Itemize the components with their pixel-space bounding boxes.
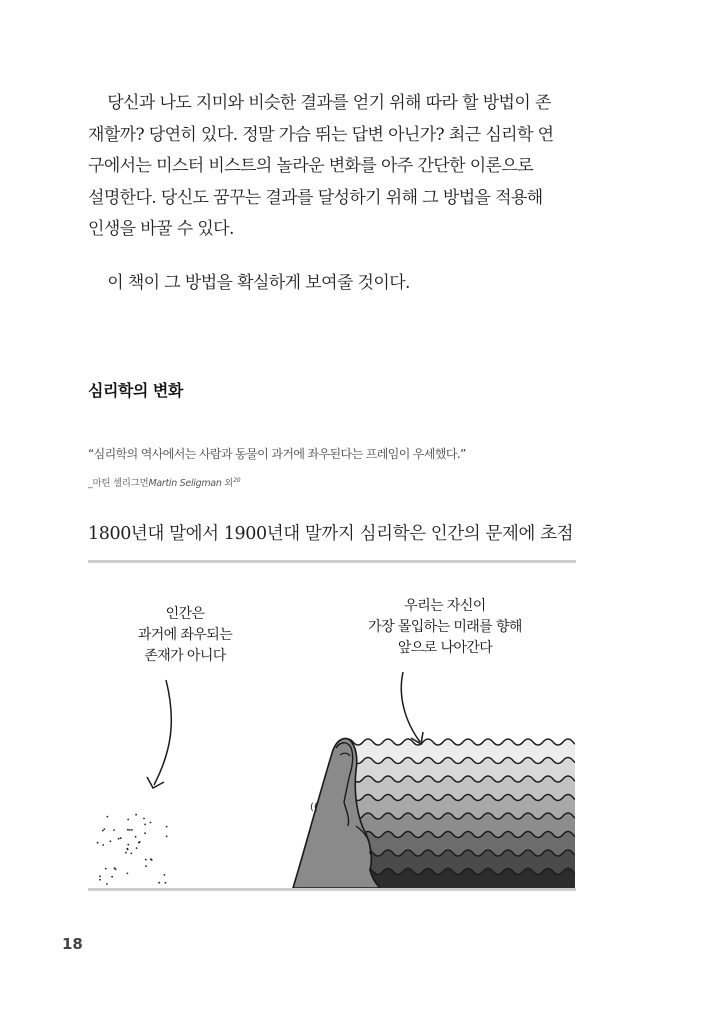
bubble-line: 가장 몰입하는 미래를 향해 [368, 619, 522, 635]
dust-dot [150, 822, 152, 824]
dust-dot [114, 867, 116, 869]
motion-mark: (( [310, 802, 318, 813]
dust-dot [113, 829, 115, 831]
arrow-right [401, 672, 420, 742]
dust-dot [120, 837, 122, 839]
figure-top-rule [88, 560, 576, 563]
dust-dot [136, 847, 138, 849]
dust-dot [118, 838, 120, 840]
arrow-left [154, 680, 171, 785]
future-waves [343, 739, 578, 890]
dust-dot [130, 853, 132, 855]
dust-dot [158, 882, 160, 884]
dust-dot [166, 826, 168, 828]
dust-dot [99, 879, 101, 881]
dust-dot [143, 818, 145, 820]
dust-dot [107, 816, 109, 818]
body-line: 구에서는 미스터 비스트의 놀라운 변화를 아주 간단한 이론으로 [88, 156, 533, 176]
dust-dot [126, 848, 128, 850]
dust-dot [164, 874, 166, 876]
dust-dot [106, 883, 108, 885]
dust-dot [103, 828, 105, 830]
body-paragraph-2 [88, 268, 588, 300]
figure-caption: 1800년대 말에서 1900년대 말까지 심리학은 인간의 문제에 초점 [88, 524, 574, 544]
dust-dot [127, 829, 129, 831]
dust-dot [111, 876, 113, 878]
attribution-latin-name: Martin Seligman [148, 478, 222, 489]
epigraph-attribution [88, 475, 240, 489]
dust-dot [150, 858, 152, 860]
dust-dot [145, 859, 147, 861]
figure-bottom-rule [88, 888, 576, 891]
dust-dot [127, 873, 129, 875]
body-line: 당신과 나도 지미와 비슷한 결과를 얻기 위해 따라 할 방법이 존 [88, 93, 551, 113]
bubble-line: 우리는 자신이 [404, 598, 486, 614]
dust-dot [102, 844, 104, 846]
body-line: 재할까? 당연히 있다. 정말 가슴 뛰는 답변 아닌가? 최근 심리학 연 [88, 124, 554, 145]
attribution-author: _마틴 셀리그먼 [88, 478, 149, 489]
dust-particles [97, 814, 168, 885]
bubble-line: 앞으로 나아간다 [397, 640, 493, 656]
dust-dot [145, 865, 147, 867]
dust-dot [99, 875, 101, 877]
epigraph-quote: “심리학의 역사에서는 사람과 동물이 과거에 좌우된다는 프레임이 우세했다.” [88, 447, 466, 461]
dust-dot [135, 814, 137, 816]
dust-dot [144, 832, 146, 834]
dust-dot [97, 842, 99, 844]
dust-dot [127, 819, 129, 821]
bubble-line: 존재가 아니다 [144, 648, 226, 664]
bubble-line: 인간은 [165, 606, 205, 622]
dust-dot [102, 830, 104, 832]
body-line: 인생을 바꿀 수 있다. [88, 219, 234, 239]
dust-dot [129, 829, 131, 831]
footnote-marker: 20 [233, 476, 241, 484]
body-line: 이 책이 그 방법을 확실하게 보여줄 것이다. [88, 273, 410, 293]
dust-dot [105, 868, 107, 870]
dust-dot [127, 844, 129, 846]
attribution-suffix: 외 [221, 478, 234, 489]
dust-dot [166, 836, 168, 838]
section-title: 심리학의 변화 [88, 381, 183, 400]
page-number: 18 [62, 935, 83, 953]
body-paragraph-1 [88, 88, 588, 246]
dust-dot [125, 852, 127, 854]
dust-dot [165, 882, 167, 884]
body-line: 설명한다. 당신도 꿈꾸는 결과를 달성하기 위해 그 방법을 적용해 [88, 187, 543, 208]
left-speech-text [120, 604, 250, 667]
dust-dot [131, 829, 133, 831]
dust-dot [135, 836, 137, 838]
figure-illustration [88, 570, 578, 890]
dust-dot [144, 824, 146, 826]
bubble-line: 과거에 좌우되는 [137, 627, 233, 643]
dust-dot [110, 840, 112, 842]
right-speech-text [350, 596, 540, 659]
dust-dot [139, 841, 141, 843]
